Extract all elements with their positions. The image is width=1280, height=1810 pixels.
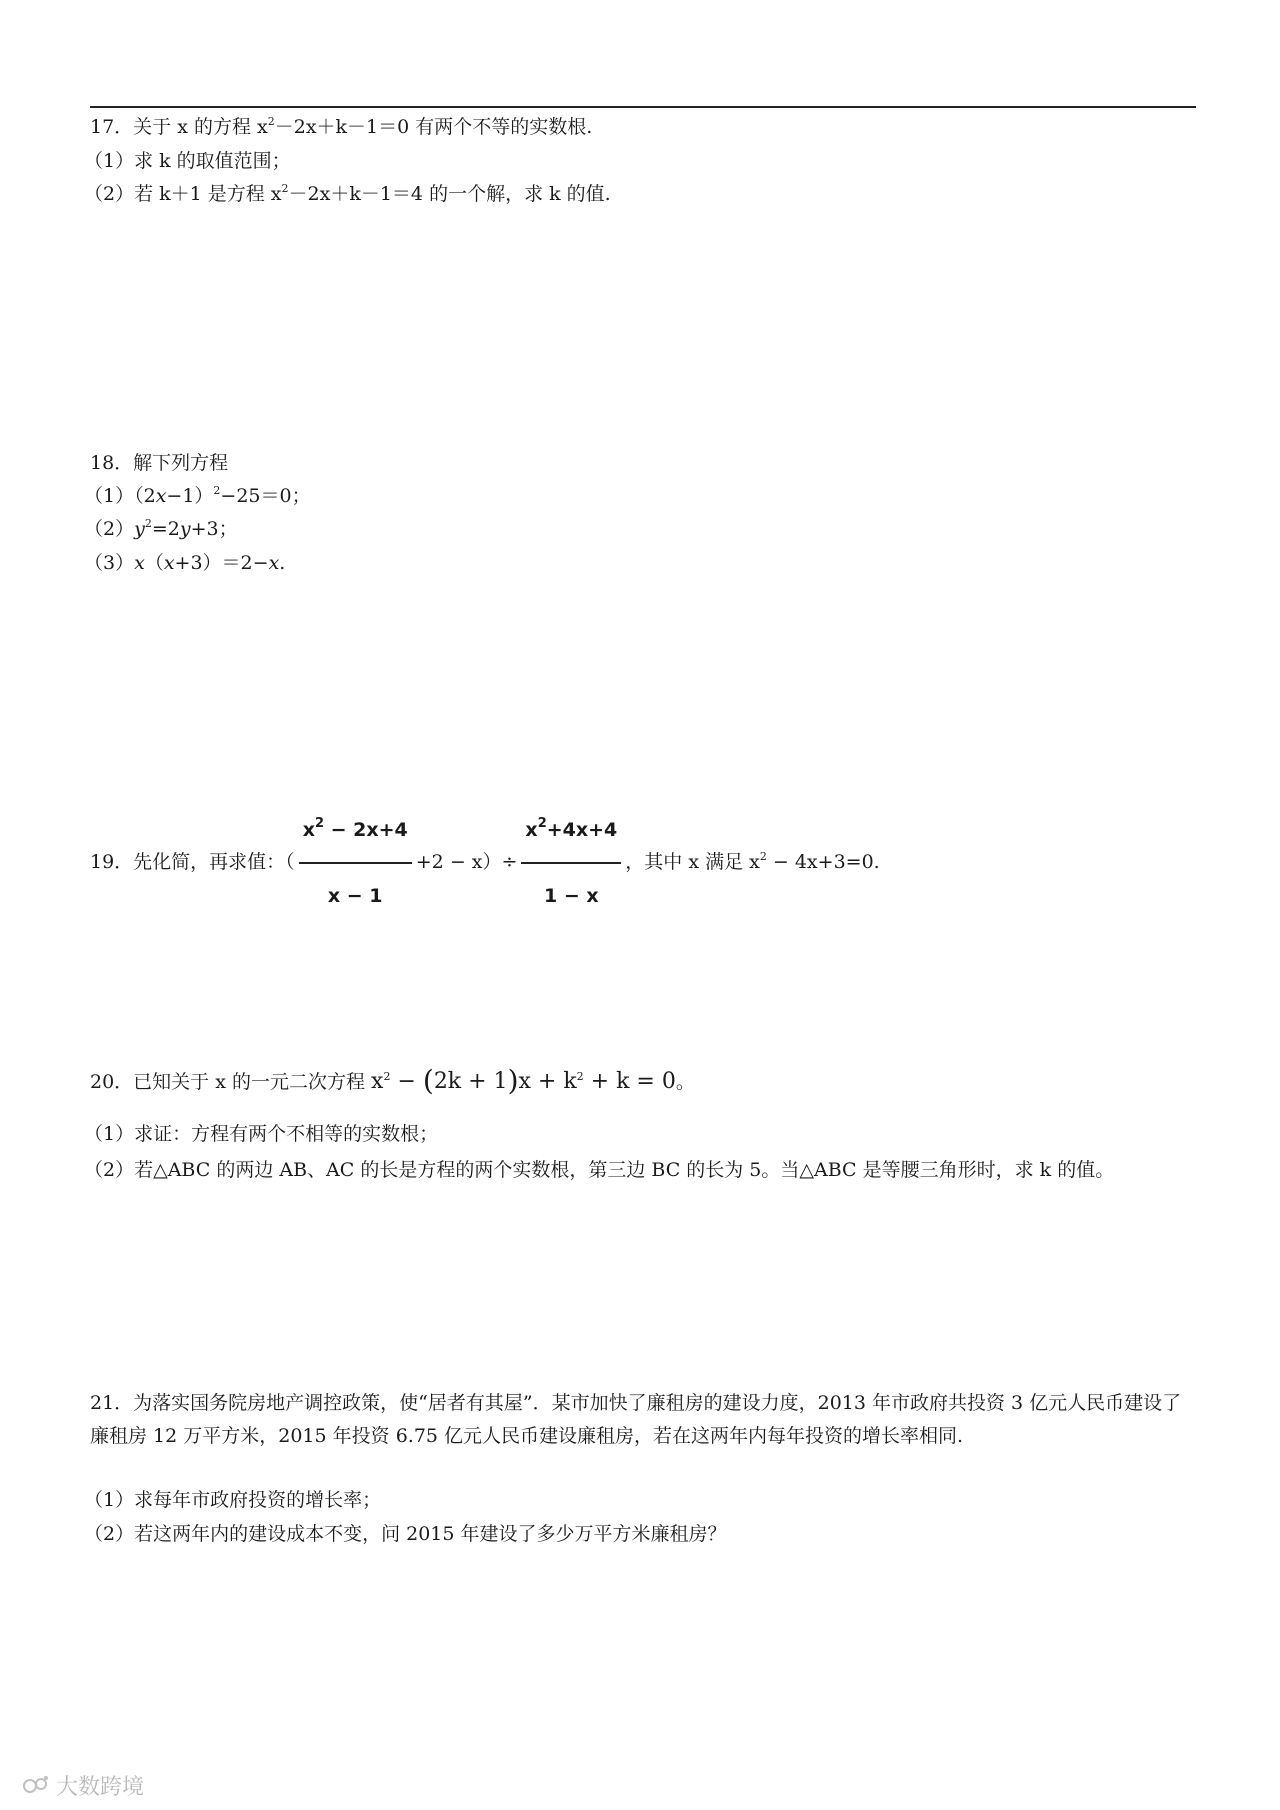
q18-part3-var: x <box>134 552 145 574</box>
q19-fraction-1-numerator <box>299 800 412 864</box>
q18-part1 <box>84 482 311 510</box>
q19-suffix-exponent: 2 <box>759 850 767 863</box>
q17-part1: （1）求 k 的取值范围； <box>84 150 291 172</box>
q20-eq-tail: + k = 0 <box>583 1069 676 1094</box>
q20-eq-paren-close: ) <box>507 1064 519 1097</box>
q20-stem-text-b: 。 <box>675 1071 695 1093</box>
q18-part1-text-b: −1） <box>166 485 214 507</box>
q18-part3-text-c: . <box>279 552 286 574</box>
q19-suffix-b: − 4x+3=0. <box>766 851 880 873</box>
q21-part1: （1）求每年市政府投资的增长率； <box>84 1489 382 1511</box>
q17-part2-text-b: －2x＋k－1＝4 的一个解，求 k 的值. <box>288 183 611 205</box>
brand-logo-icon <box>22 1774 50 1798</box>
q20-stem-text-a: 20．已知关于 x 的一元二次方程 <box>90 1071 365 1093</box>
q20-eq-exponent-2: 2 <box>576 1070 584 1083</box>
q19-fraction-1-denominator: x − 1 <box>327 885 383 907</box>
q19-fraction-1-num-var: x <box>302 819 315 841</box>
q18-part1-exponent: 2 <box>213 484 221 497</box>
q18-part2-text-b: +3； <box>190 518 238 540</box>
q19-fraction-2-num-exponent: 2 <box>537 816 547 831</box>
watermark <box>22 1770 144 1801</box>
q18-part3-text-a: （ <box>144 552 164 574</box>
q20-eq-mid: x + k <box>518 1069 577 1094</box>
q20-eq-exponent-1: 2 <box>383 1070 391 1083</box>
q17-stem <box>90 113 592 141</box>
q20-eq-var: x <box>371 1069 384 1094</box>
q18-part1-text-a: （2 <box>134 485 156 507</box>
q19-fraction-2 <box>521 800 621 926</box>
q18-part2-var: y <box>134 518 145 540</box>
q20-eq-paren-open: ( <box>422 1064 434 1097</box>
q20-stem <box>90 1064 695 1099</box>
q20-equation <box>371 1064 676 1097</box>
q17-part2-text-a: （2）若 k＋1 是方程 x <box>84 183 282 205</box>
q18-part2-var-2: y <box>179 518 191 540</box>
q17-stem-exponent: 2 <box>267 115 275 128</box>
q20-eq-inner: 2k + 1 <box>433 1069 508 1094</box>
q21-stem: 21．为落实国务院房地产调控政策，使“居者有其屋”．某市加快了廉租房的建设力度，2013 年市政府共投资 3 亿元人民币建设了廉租房 12 万平方米，2015 年投资 6.75 亿元人民币建设廉租房，若在这两年内每年投资的增长率相同. <box>90 1392 1182 1447</box>
q20-eq-minus: − <box>390 1069 423 1094</box>
q18-part3-var-3: x <box>268 552 280 574</box>
q18-part3-text-b: +3）＝2− <box>174 552 269 574</box>
q18-part2 <box>84 515 238 543</box>
q19-fraction-2-denominator: 1 − x <box>544 885 599 907</box>
q19-fraction-1-num-exponent: 2 <box>314 816 324 831</box>
q19-fraction-1 <box>299 800 412 926</box>
q18-part1-var: x <box>155 485 167 507</box>
q18-part2-label: （2） <box>84 518 135 540</box>
watermark-text: 大数跨境 <box>56 1775 145 1800</box>
q18-part2-text-a: =2 <box>151 518 180 540</box>
q17-stem-text-b: －2x＋k－1＝0 有两个不等的实数根. <box>274 116 593 138</box>
q20-part1: （1）求证：方程有两个不相等的实数根； <box>84 1123 439 1145</box>
q18-part3 <box>84 549 285 577</box>
q19-suffix-a: ，其中 x 满足 x <box>625 851 760 873</box>
q19-fraction-2-num-var: x <box>525 819 538 841</box>
q17-part2 <box>84 180 611 208</box>
q21-part2: （2）若这两年内的建设成本不变，问 2015 年建设了多少万平方米廉租房？ <box>84 1523 727 1545</box>
q18-part3-var-2: x <box>163 552 175 574</box>
q19-expression <box>90 800 880 926</box>
q19-mid: +2 − x）÷ <box>415 851 518 873</box>
q18-part2-exponent: 2 <box>144 517 152 530</box>
q18-part1-label: （1） <box>84 485 135 507</box>
q19-prefix: 19．先化简，再求值：（ <box>90 851 295 873</box>
q18-part1-text-c: −25＝0； <box>220 485 311 507</box>
q19-fraction-2-numerator <box>521 800 621 864</box>
q18-stem: 18．解下列方程 <box>90 452 229 474</box>
header-rule <box>90 106 1196 108</box>
q17-part2-exponent: 2 <box>281 182 289 195</box>
q20-part2: （2）若△ABC 的两边 AB、AC 的长是方程的两个实数根，第三边 BC 的长为 5。当△ABC 是等腰三角形时，求 k 的值。 <box>84 1159 1115 1181</box>
q19-fraction-1-num-rest: − 2x+4 <box>324 819 408 841</box>
q17-stem-text-a: 17．关于 x 的方程 x <box>90 116 268 138</box>
q18-part3-label: （3） <box>84 552 135 574</box>
q19-fraction-2-num-rest: +4x+4 <box>546 819 618 841</box>
